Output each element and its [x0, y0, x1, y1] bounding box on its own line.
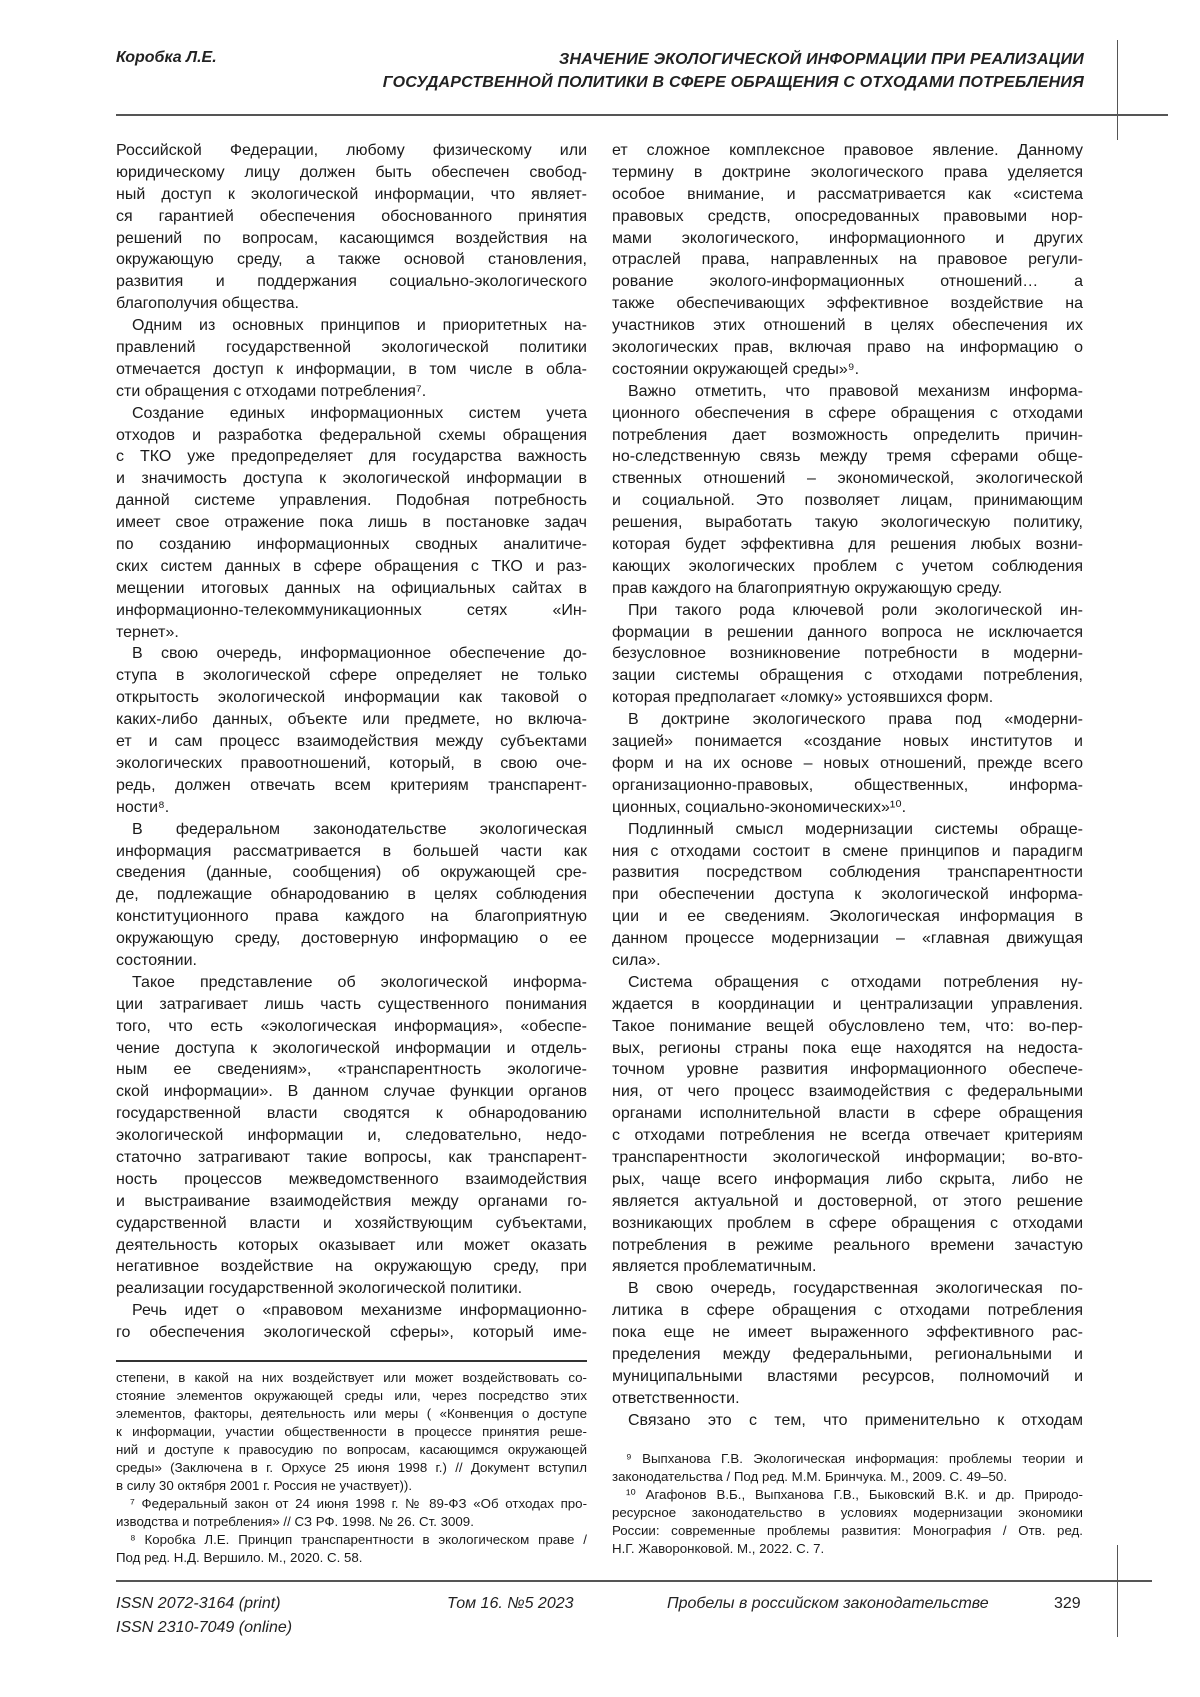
text-line: правовых средств, опосредованных правовыми нор- — [612, 206, 1083, 228]
paragraph — [612, 600, 1083, 709]
text-line: реализации государственной экологической политики. — [116, 1278, 587, 1300]
text-line: статочно затрагивают такие вопросы, как транспарент- — [116, 1147, 587, 1169]
text-line: деятельность которых оказывает или может оказать — [116, 1235, 587, 1257]
paragraph — [116, 1531, 587, 1567]
text-line: В федеральном законодательстве экологическая — [116, 819, 587, 841]
text-line: де, подлежащие обнародованию в целях соблюдения — [116, 884, 587, 906]
text-line: является проблематичным. — [612, 1256, 1083, 1278]
text-line: особое внимание, и рассматривается как «система — [612, 184, 1083, 206]
text-line: сти обращения с отходами потребления⁷. — [116, 381, 587, 403]
text-line: решения, выработать такую экологическую политику, — [612, 512, 1083, 534]
text-line: информационно-телекоммуникационных сетях «Ин- — [116, 600, 587, 622]
paragraph — [116, 643, 587, 818]
paragraph — [116, 1300, 587, 1344]
text-line: При такого рода ключевой роли экологической ин- — [612, 600, 1083, 622]
text-line: среды» (Заключена в г. Орхусе 25 июня 1998 г.) // Документ вступил — [116, 1459, 587, 1477]
text-line: экологических правоотношений, который, в свою оче- — [116, 753, 587, 775]
text-line: по созданию информационных сводных аналитиче- — [116, 534, 587, 556]
text-line: ресурсное законодательство в условиях модернизации экономики — [612, 1504, 1083, 1522]
text-line: сведения (данные, сообщения) об окружающей сре- — [116, 862, 587, 884]
text-line: законодательства / Под ред. М.М. Бринчука. М., 2009. С. 49–50. — [612, 1468, 1083, 1486]
text-line: негативное воздействие на окружающую среду, при — [116, 1256, 587, 1278]
text-line: России: современные проблемы развития: Монография / Отв. ред. — [612, 1522, 1083, 1540]
text-line: ции затрагивает лишь часть существенного понимания — [116, 994, 587, 1016]
text-line: является актуальной и достоверной, от этого решение — [612, 1191, 1083, 1213]
paragraph — [612, 1278, 1083, 1409]
journal-name: Пробелы в российском законодательстве — [667, 1595, 989, 1613]
text-line: В свою очередь, информационное обеспечение до- — [116, 643, 587, 665]
text-line: Важно отметить, что правовой механизм информа- — [612, 381, 1083, 403]
text-line: Одним из основных принципов и приоритетных на- — [116, 315, 587, 337]
text-line: формации в решении данного вопроса не исключается — [612, 622, 1083, 644]
text-line: Подлинный смысл модернизации системы обраще- — [612, 819, 1083, 841]
text-line: изводства и потребления» // СЗ РФ. 1998. № 26. Ст. 3009. — [116, 1513, 587, 1531]
text-line: ный доступ к экологической информации, что являет- — [116, 184, 587, 206]
text-line: решений по вопросам, касающимся воздействия на — [116, 228, 587, 250]
text-line: отмечается доступ к информации, в том числе в обла- — [116, 359, 587, 381]
text-line: элементов, факторы, деятельность или меры ( «Конвенция о доступе — [116, 1405, 587, 1423]
text-line: того, что есть «экологическая информация», «обеспе- — [116, 1016, 587, 1038]
text-line: Такое представление об экологической информа- — [116, 972, 587, 994]
text-line: чение доступа к экологической информации и отдель- — [116, 1038, 587, 1060]
text-line: ⁸ Коробка Л.Е. Принцип транспарентности в экологическом праве / — [116, 1531, 587, 1549]
text-line: и социальной. Это позволяет лицам, принимающим — [612, 490, 1083, 512]
footnote-separator — [116, 1360, 587, 1362]
text-line: форм и на их основе – новых отношений, прежде всего — [612, 753, 1083, 775]
text-line: государственной власти сводятся к обнародованию — [116, 1103, 587, 1125]
running-head-title-line: ЗНАЧЕНИЕ ЭКОЛОГИЧЕСКОЙ ИНФОРМАЦИИ ПРИ РЕАЛИЗАЦИИ — [383, 48, 1084, 71]
text-line: возникающих проблем в сфере обращения с отходами — [612, 1213, 1083, 1235]
paragraph — [612, 1450, 1083, 1486]
text-line: В доктрине экологического права под «модерни- — [612, 709, 1083, 731]
text-line: ступа в экологической сфере определяет не только — [116, 665, 587, 687]
text-line: зации системы обращения с отходами потребления, — [612, 665, 1083, 687]
text-line: зацией» понимается «создание новых институтов и — [612, 731, 1083, 753]
text-line: ционных, социально-экономических»¹⁰. — [612, 797, 1083, 819]
text-line: которая будет эффективна для решения любых возни- — [612, 534, 1083, 556]
text-line: ния, от чего процесс взаимодействия с федеральными — [612, 1081, 1083, 1103]
text-line: Речь идет о «правовом механизме информационно- — [116, 1300, 587, 1322]
text-line: безусловное возникновение потребности в модерни- — [612, 643, 1083, 665]
text-line: потребления дает возможность определить причин- — [612, 425, 1083, 447]
text-line: открытость экологической информации как таковой о — [116, 687, 587, 709]
text-line: состоянии. — [116, 950, 587, 972]
text-line: отраслей права, направленных на правовое регули- — [612, 249, 1083, 271]
text-line: ской информации». В данном случае функции органов — [116, 1081, 587, 1103]
text-line: Создание единых информационных систем учета — [116, 403, 587, 425]
text-line: ⁹ Выпханова Г.В. Экологическая информация: проблемы теории и — [612, 1450, 1083, 1468]
text-line: точном уровне развития информационного обеспече- — [612, 1059, 1083, 1081]
text-line: отходов и разработка федеральной схемы обращения — [116, 425, 587, 447]
text-line: редь, должен отвечать всем критериям транспарент- — [116, 775, 587, 797]
footer-rule — [116, 1580, 1152, 1582]
text-line: сила». — [612, 950, 1083, 972]
text-line: термину в доктрине экологического права уделяется — [612, 162, 1083, 184]
paragraph — [116, 1495, 587, 1531]
text-line: ции и ее сведениям. Экологическая информация в — [612, 906, 1083, 928]
text-line: и значимость доступа к экологической информации в — [116, 468, 587, 490]
text-line: рых, чаще всего информация либо скрыта, либо не — [612, 1169, 1083, 1191]
text-line: правлений государственной экологической политики — [116, 337, 587, 359]
text-line: вых, регионы страны пока еще находятся на недоста- — [612, 1038, 1083, 1060]
paragraph — [612, 1410, 1083, 1432]
text-line: Российской Федерации, любому физическому или — [116, 140, 587, 162]
text-line: каких-либо данных, объекте или предмете, но включа- — [116, 709, 587, 731]
text-line: органами исполнительной власти в сфере обращения — [612, 1103, 1083, 1125]
text-line: ности⁸. — [116, 797, 587, 819]
text-line: Такое понимание вещей обусловлено тем, что: во-пер- — [612, 1016, 1083, 1038]
issn-online: ISSN 2310-7049 (online) — [116, 1619, 292, 1637]
text-line: конституционного права каждого на благоприятную — [116, 906, 587, 928]
text-line: Н.Г. Жаворонковой. М., 2022. С. 7. — [612, 1540, 1083, 1558]
text-line: го обеспечения экологической сферы», который име- — [116, 1322, 587, 1344]
text-line: данном процессе модернизации – «главная движущая — [612, 928, 1083, 950]
header-rule — [116, 114, 1168, 116]
text-line: ния с отходами состоит в смене принципов и парадигм — [612, 841, 1083, 863]
text-line: ний и доступе к правосудию по вопросам, касающимся окружающей — [116, 1441, 587, 1459]
text-line: потребления в режиме реального времени зачастую — [612, 1235, 1083, 1257]
paragraph — [116, 403, 587, 644]
text-line: организационно-правовых, общественных, информа- — [612, 775, 1083, 797]
text-line: рование эколого-информационных отношений… а — [612, 271, 1083, 293]
running-head-title-line: ГОСУДАРСТВЕННОЙ ПОЛИТИКИ В СФЕРЕ ОБРАЩЕНИЯ С ОТХОДАМИ ПОТРЕБЛЕНИЯ — [383, 71, 1084, 94]
text-line: кающих экологических проблем с учетом соблюдения — [612, 556, 1083, 578]
text-line: ет и сам процесс взаимодействия между субъектами — [116, 731, 587, 753]
text-line: литика в сфере обращения с отходами потребления — [612, 1300, 1083, 1322]
text-line: но-следственную связь между тремя сферами обще- — [612, 446, 1083, 468]
footnotes-right — [612, 1450, 1083, 1558]
paragraph — [116, 1369, 587, 1495]
issn-print: ISSN 2072-3164 (print) — [116, 1595, 281, 1613]
text-line: экологической информации и, следовательно, недо- — [116, 1125, 587, 1147]
text-line: в силу 30 октября 2001 г. Россия не участвует)). — [116, 1477, 587, 1495]
paragraph — [612, 972, 1083, 1278]
volume-issue: Том 16. №5 2023 — [447, 1595, 574, 1613]
text-line: экологических прав, включая право на информацию о — [612, 337, 1083, 359]
text-line: прав каждого на благоприятную окружающую среду. — [612, 578, 1083, 600]
paragraph — [612, 819, 1083, 972]
running-head-title — [383, 48, 1084, 94]
text-line: степени, в какой на них воздействует или может воздействовать со- — [116, 1369, 587, 1387]
text-line: также обеспечивающих эффективное воздействие на — [612, 293, 1083, 315]
text-line: развития посредством соблюдения транспарентности — [612, 862, 1083, 884]
text-line: стояние элементов окружающей среды или, через посредство этих — [116, 1387, 587, 1405]
text-line: ет сложное комплексное правовое явление. Данному — [612, 140, 1083, 162]
text-line: транспарентности экологической информации; во-вто- — [612, 1147, 1083, 1169]
text-line: ⁷ Федеральный закон от 24 июня 1998 г. № 89-ФЗ «Об отходах про- — [116, 1495, 587, 1513]
body-column-right — [612, 140, 1083, 1432]
text-line: В свою очередь, государственная экологическая по- — [612, 1278, 1083, 1300]
paragraph — [612, 709, 1083, 818]
body-column-left — [116, 140, 587, 1344]
text-line: к информации, участии общественности в процессе принятия реше- — [116, 1423, 587, 1441]
text-line: Связано это с тем, что применительно к отходам — [612, 1410, 1083, 1432]
text-line: благополучия общества. — [116, 293, 587, 315]
text-line: муниципальными властями ресурсов, полномочий и — [612, 1366, 1083, 1388]
paragraph — [116, 140, 587, 315]
text-line: ность процессов межведомственного взаимодействия — [116, 1169, 587, 1191]
paragraph — [116, 819, 587, 972]
text-line: мами экологического, информационного и других — [612, 228, 1083, 250]
text-line: ских систем данных в сфере обращения с ТКО и раз- — [116, 556, 587, 578]
header-vertical-rule — [1117, 40, 1118, 140]
text-line: окружающую среду, а также основой становления, — [116, 249, 587, 271]
text-line: юридическому лицу должен быть обеспечен свобод- — [116, 162, 587, 184]
text-line: Под ред. Н.Д. Вершило. М., 2020. С. 58. — [116, 1549, 587, 1567]
paragraph — [116, 315, 587, 403]
text-line: ждается в координации и централизации управления. — [612, 994, 1083, 1016]
text-line: сударственной власти и хозяйствующим субъектами, — [116, 1213, 587, 1235]
text-line: ственных отношений – экономической, экологической — [612, 468, 1083, 490]
footnotes-left — [116, 1369, 587, 1567]
text-line: мещении итоговых данных на официальных сайтах в — [116, 578, 587, 600]
text-line: ся гарантией обеспечения обоснованного принятия — [116, 206, 587, 228]
text-line: ¹⁰ Агафонов В.Б., Выпханова Г.В., Быковский В.К. и др. Природо- — [612, 1486, 1083, 1504]
text-line: с ТКО уже предопределяет для государства важность — [116, 446, 587, 468]
text-line: окружающую среду, достоверную информацию о ее — [116, 928, 587, 950]
text-line: ответственности. — [612, 1388, 1083, 1410]
text-line: пределения между федеральными, региональными и — [612, 1344, 1083, 1366]
footer-vertical-rule — [1117, 1545, 1118, 1637]
text-line: имеет свое отражение пока лишь в постановке задач — [116, 512, 587, 534]
text-line: данной системе управления. Подобная потребность — [116, 490, 587, 512]
paragraph — [612, 381, 1083, 600]
text-line: состоянии окружающей среды»⁹. — [612, 359, 1083, 381]
text-line: ционного обеспечения в сфере обращения с отходами — [612, 403, 1083, 425]
text-line: Система обращения с отходами потребления ну- — [612, 972, 1083, 994]
paragraph — [612, 140, 1083, 381]
text-line: участников этих отношений в целях обеспечения их — [612, 315, 1083, 337]
running-head-author: Коробка Л.Е. — [116, 49, 217, 67]
page-number: 329 — [1054, 1595, 1081, 1613]
text-line: и выстраивание взаимодействия между органами го- — [116, 1191, 587, 1213]
text-line: ным ее сведениям», «транспарентность экологиче- — [116, 1059, 587, 1081]
text-line: пока еще не имеет выраженного эффективного рас- — [612, 1322, 1083, 1344]
paragraph — [612, 1486, 1083, 1558]
text-line: при обеспечении доступа к экологической информа- — [612, 884, 1083, 906]
text-line: которая предполагает «ломку» устоявшихся форм. — [612, 687, 1083, 709]
text-line: информация рассматривается в большей части как — [116, 841, 587, 863]
text-line: тернет». — [116, 622, 587, 644]
text-line: развития и поддержания социально-экологического — [116, 271, 587, 293]
paragraph — [116, 972, 587, 1300]
text-line: с отходами потребления не всегда отвечает критериям — [612, 1125, 1083, 1147]
